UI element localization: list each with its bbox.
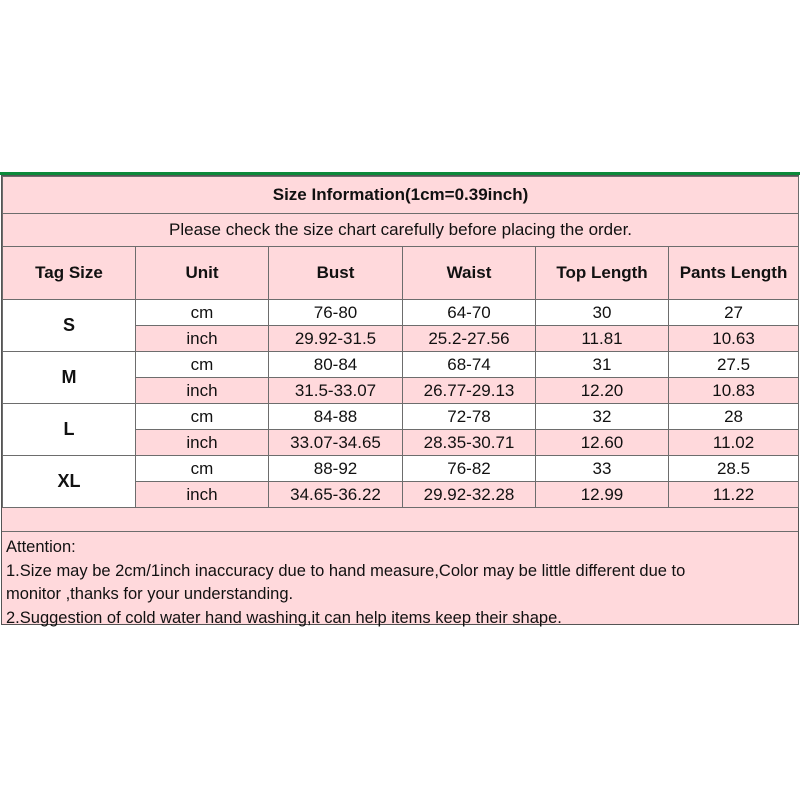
table-cell: 84-88: [269, 404, 403, 430]
table-cell: cm: [136, 456, 269, 482]
table-cell: 11.22: [669, 482, 799, 508]
table-cell: 76-80: [269, 300, 403, 326]
column-header: Pants Length: [669, 247, 799, 300]
tag-size-cell: M: [3, 352, 136, 404]
column-header: Tag Size: [3, 247, 136, 300]
table-cell: 27.5: [669, 352, 799, 378]
table-cell: 31.5-33.07: [269, 378, 403, 404]
chart-title: Size Information(1cm=0.39inch): [3, 177, 799, 214]
table-row: [3, 300, 799, 326]
table-cell: 88-92: [269, 456, 403, 482]
table-cell: 12.20: [536, 378, 669, 404]
table-row: [3, 404, 799, 430]
size-chart: [1, 175, 799, 625]
size-table: [2, 176, 799, 508]
table-cell: 68-74: [403, 352, 536, 378]
table-cell: 64-70: [403, 300, 536, 326]
column-header: Waist: [403, 247, 536, 300]
table-cell: 29.92-31.5: [269, 326, 403, 352]
column-header: Unit: [136, 247, 269, 300]
table-cell: 12.60: [536, 430, 669, 456]
table-cell: cm: [136, 352, 269, 378]
table-cell: 80-84: [269, 352, 403, 378]
table-cell: 76-82: [403, 456, 536, 482]
table-cell: 10.63: [669, 326, 799, 352]
table-cell: 11.02: [669, 430, 799, 456]
table-cell: cm: [136, 404, 269, 430]
attention-line-3: 2.Suggestion of cold water hand washing,it can help items keep their shape.: [6, 608, 562, 627]
table-cell: inch: [136, 378, 269, 404]
table-cell: cm: [136, 300, 269, 326]
table-cell: 27: [669, 300, 799, 326]
attention-line-1: 1.Size may be 2cm/1inch inaccuracy due to hand measure,Color may be little different due to: [6, 561, 686, 580]
table-cell: 33.07-34.65: [269, 430, 403, 456]
column-header: Bust: [269, 247, 403, 300]
table-cell: 32: [536, 404, 669, 430]
table-cell: 33: [536, 456, 669, 482]
table-cell: 25.2-27.56: [403, 326, 536, 352]
table-cell: 28: [669, 404, 799, 430]
column-header: Top Length: [536, 247, 669, 300]
table-cell: 28.5: [669, 456, 799, 482]
table-cell: 29.92-32.28: [403, 482, 536, 508]
table-cell: 30: [536, 300, 669, 326]
table-cell: 72-78: [403, 404, 536, 430]
table-cell: 10.83: [669, 378, 799, 404]
table-row: [3, 456, 799, 482]
header-row: [3, 247, 799, 300]
table-cell: 28.35-30.71: [403, 430, 536, 456]
attention-notes: [2, 531, 798, 627]
table-cell: 26.77-29.13: [403, 378, 536, 404]
table-row: [3, 352, 799, 378]
attention-heading: Attention:: [6, 538, 76, 556]
table-cell: 34.65-36.22: [269, 482, 403, 508]
tag-size-cell: XL: [3, 456, 136, 508]
attention-line-2: monitor ,thanks for your understanding.: [6, 585, 294, 603]
table-cell: inch: [136, 326, 269, 352]
chart-subtitle: Please check the size chart carefully before placing the order.: [3, 214, 799, 247]
table-cell: inch: [136, 482, 269, 508]
tag-size-cell: L: [3, 404, 136, 456]
table-cell: inch: [136, 430, 269, 456]
table-cell: 12.99: [536, 482, 669, 508]
table-cell: 31: [536, 352, 669, 378]
table-cell: 11.81: [536, 326, 669, 352]
tag-size-cell: S: [3, 300, 136, 352]
